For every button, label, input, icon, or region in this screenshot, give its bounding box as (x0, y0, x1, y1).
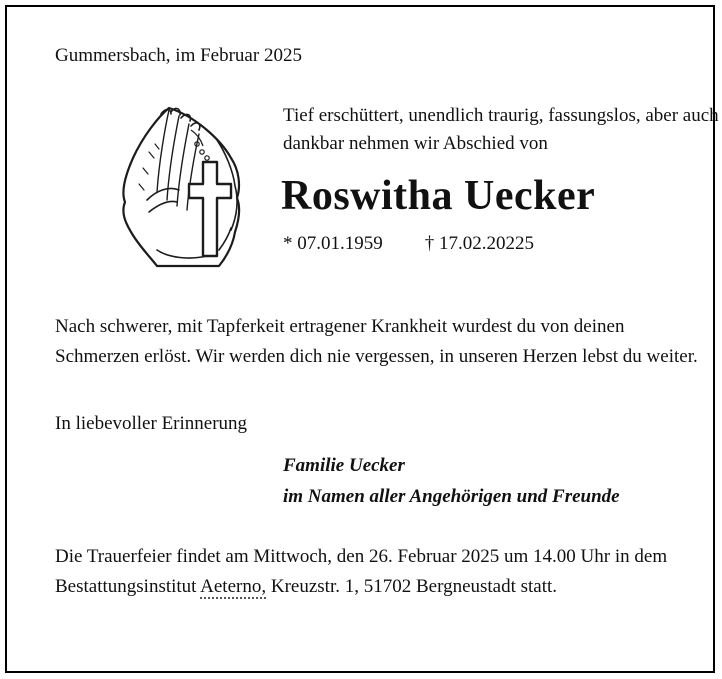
condolence-text: Nach schwerer, mit Tapferkeit ertragener Krankheit wurdest du von deinen Schmerzen erlöst. Wir werden dich nie vergessen, in unseren Herzen lebst du weiter. (55, 316, 698, 367)
remembrance-text: In liebevoller Erinnerung (55, 413, 248, 434)
signature-family: Familie Uecker (283, 455, 405, 476)
dateline: Gummersbach, im Februar 2025 (55, 45, 302, 66)
life-dates (283, 230, 534, 258)
signature-relatives: im Namen aller Angehörigen und Freunde (283, 486, 620, 507)
deceased-name: Roswitha Uecker (281, 173, 596, 219)
birth-date: * 07.01.1959 (283, 233, 383, 254)
funeral-text-end: Kreuzstr. 1, 51702 Bergneustadt statt. (266, 576, 558, 597)
death-date: † 17.02.20225 (424, 233, 534, 254)
praying-hands-icon (98, 100, 260, 270)
funeral-info (55, 542, 715, 602)
signature-block (283, 450, 620, 512)
funeral-institute-name: Aeterno, (200, 576, 267, 597)
intro-text: Tief erschüttert, unendlich traurig, fassungslos, aber auch dankbar nehmen wir Abschied von (283, 105, 719, 154)
funeral-text-start: Die Trauerfeier findet am Mittwoch, den 26. Februar 2025 um 14.00 Uhr in dem Bestattungsinstitut (55, 546, 668, 597)
